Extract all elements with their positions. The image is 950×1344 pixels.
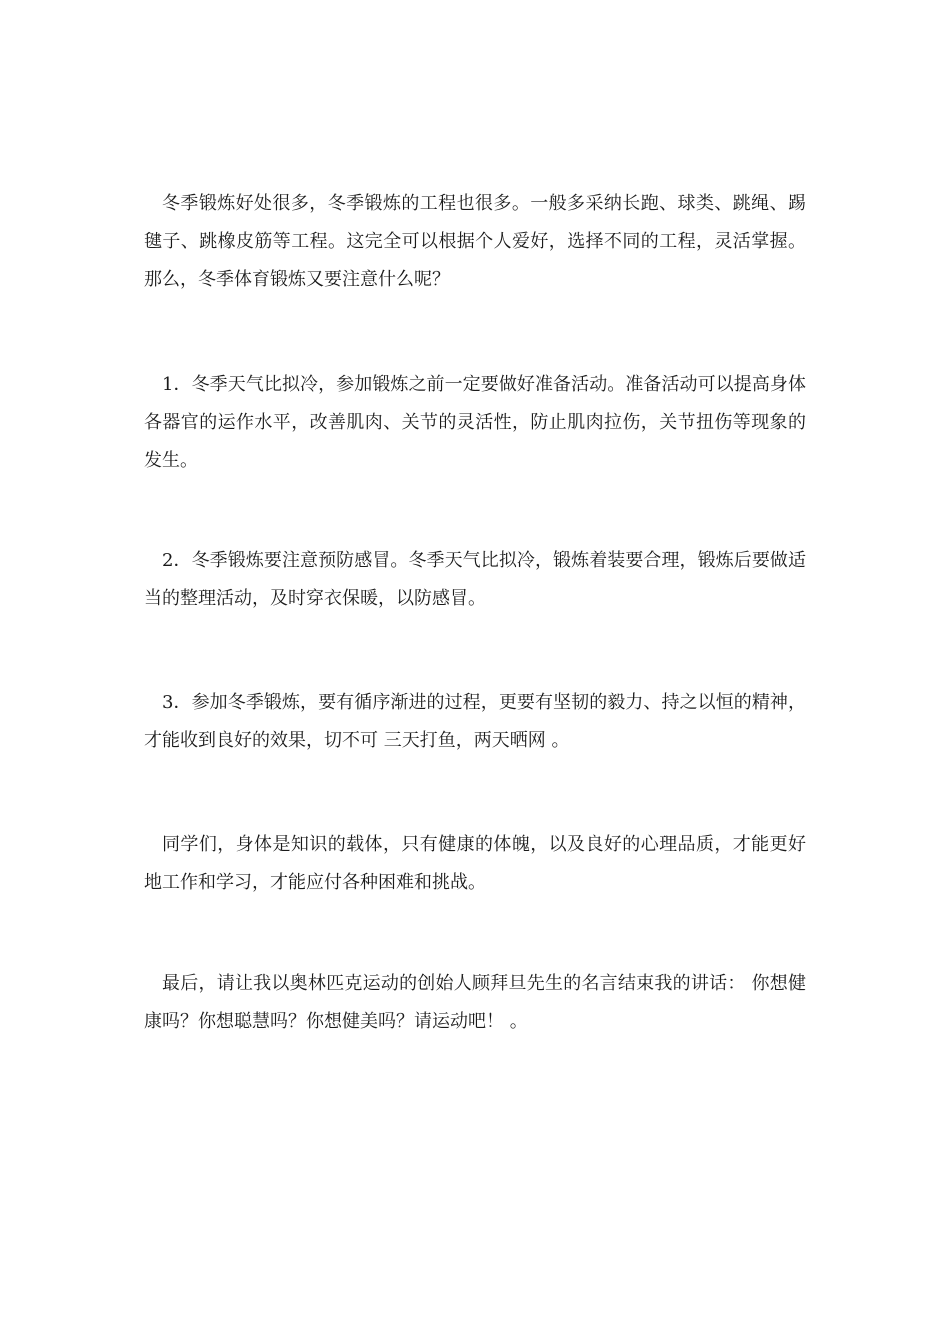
closing-quote-paragraph: 最后，请让我以奥林匹克运动的创始人顾拜旦先生的名言结束我的讲话： 你想健康吗？你想聪慧吗？你想健美吗？请运动吧！ 。 bbox=[144, 973, 806, 1032]
point-2-paragraph: 2．冬季锻炼要注意预防感冒。冬季天气比拟冷，锻炼着装要合理，锻炼后要做适当的整理活动，及时穿衣保暖，以防感冒。 bbox=[144, 550, 806, 609]
point-1-paragraph: 1．冬季天气比拟冷，参加锻炼之前一定要做好准备活动。准备活动可以提高身体各器官的运作水平，改善肌肉、关节的灵活性，防止肌肉拉伤，关节扭伤等现象的发生。 bbox=[144, 374, 806, 471]
students-paragraph: 同学们，身体是知识的载体，只有健康的体魄，以及良好的心理品质，才能更好地工作和学习，才能应付各种困难和挑战。 bbox=[144, 834, 806, 893]
intro-paragraph: 冬季锻炼好处很多，冬季锻炼的工程也很多。一般多采纳长跑、球类、跳绳、踢毽子、跳橡皮筋等工程。这完全可以根据个人爱好，选择不同的工程，灵活掌握。那么，冬季体育锻炼又要注意什么呢？ bbox=[144, 193, 806, 290]
point-3-paragraph: 3．参加冬季锻炼，要有循序渐进的过程，更要有坚韧的毅力、持之以恒的精神，才能收到良好的效果，切不可 三天打鱼，两天晒网 。 bbox=[144, 692, 806, 751]
